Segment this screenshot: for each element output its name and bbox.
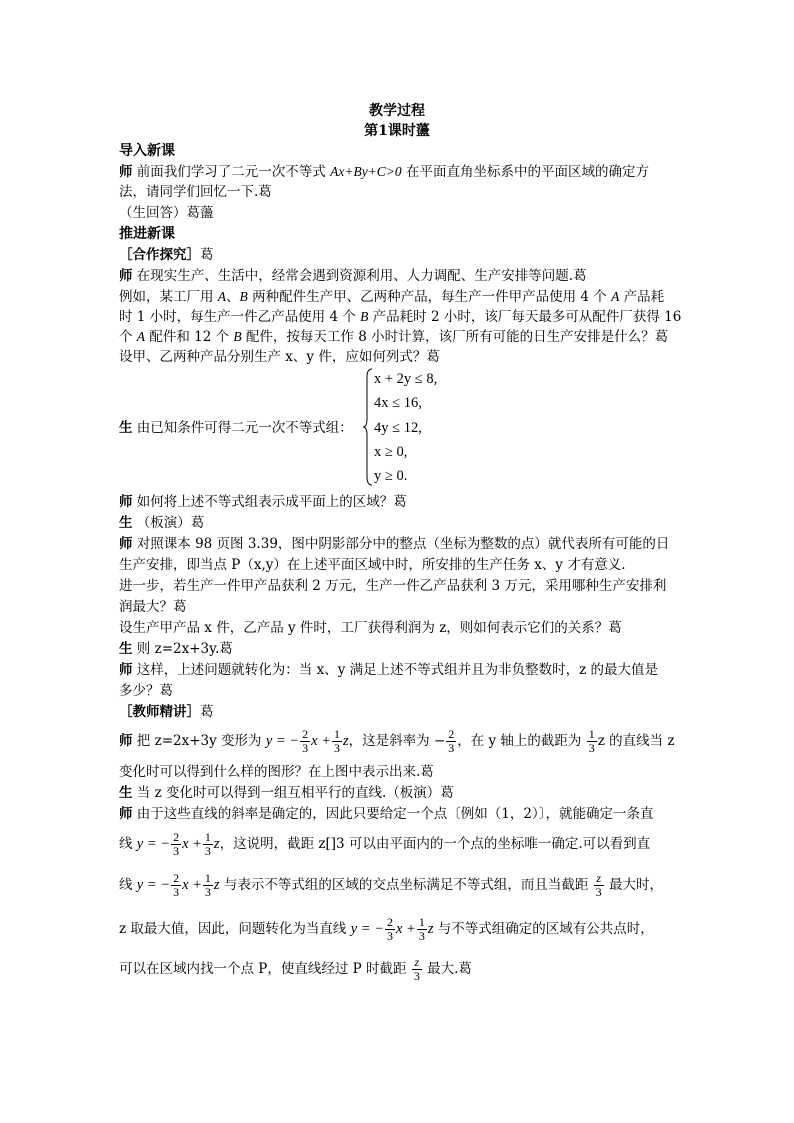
left-brace-icon [362, 367, 374, 487]
paragraph-line [119, 870, 663, 900]
denominator: 3 [204, 844, 211, 858]
speaker-teacher: 师 [119, 662, 133, 678]
numerator: 1 [204, 830, 211, 844]
fraction [385, 916, 395, 943]
text: 葛 [200, 704, 214, 720]
denominator: 3 [448, 741, 455, 755]
inequality-5: y ≥ 0. [374, 468, 408, 484]
numerator: 2 [448, 727, 455, 741]
equation-part: x + [395, 921, 416, 937]
paragraph-line: 法，请同学们回忆一下.葛 [119, 184, 272, 200]
paragraph-line [119, 245, 214, 265]
equation-part: y = − [265, 733, 300, 749]
paragraph-line [119, 726, 675, 756]
paragraph-line: 润最大？葛 [119, 599, 187, 615]
text: 线 [119, 877, 137, 893]
paragraph-line: 进一步，若生产一件甲产品获利 2 万元，生产一件乙产品获利 3 万元，采用哪种生产安排利 [119, 578, 667, 594]
text: 配件和 12 个 [145, 329, 234, 345]
paragraph-line [119, 829, 650, 859]
text: 葛 [200, 247, 214, 263]
text: 个 [119, 329, 137, 345]
denominator: 3 [173, 844, 180, 858]
text: 则 z=2x+3y.葛 [132, 641, 233, 657]
fraction [417, 916, 427, 943]
numerator: 2 [302, 727, 309, 741]
numerator: z [412, 956, 422, 970]
denominator: 3 [333, 741, 340, 755]
text: （板演）葛 [132, 515, 205, 531]
var: A [217, 289, 227, 304]
inequality-1: x + 2y ≤ 8, [374, 371, 438, 387]
speaker-teacher: 师 [119, 536, 133, 552]
paragraph-line: （生回答）葛蘯 [119, 205, 214, 221]
text: 最大.葛 [422, 961, 472, 977]
equation-part: x + [182, 877, 202, 893]
paragraph-line [119, 307, 681, 327]
denominator: 3 [595, 885, 602, 899]
text: ，这是斜率为 − [348, 733, 446, 749]
fraction [171, 872, 181, 899]
text: 产品耗 [619, 289, 665, 305]
numerator: 2 [386, 915, 393, 929]
paragraph-line: 设甲、乙两种产品分别生产 x、y 件，应如何列式？葛 [119, 349, 440, 365]
var: A [136, 329, 146, 344]
denominator: 3 [418, 929, 425, 943]
text: 把 z=2x+3y 变形为 [132, 733, 266, 749]
text: 对照课本 98 页图 3.39，图中阴影部分中的整点（坐标为整数的点）就代表所有可能的日 [132, 536, 670, 552]
text: z 取最大值，因此，问题转化为当直线 [119, 921, 351, 937]
bracket-heading-coop: ［合作探究］ [119, 247, 200, 263]
paragraph-line: 生产安排，即当点 P（x,y）在上述平面区域中时，所安排的生产任务 x、y 才有意义. [119, 557, 626, 573]
equation-part: y = − [136, 836, 171, 852]
page-subtitle: 第1课时蘯 [364, 123, 430, 139]
speaker-teacher: 师 [119, 268, 133, 284]
text: 由已知条件可得二元一次不等式组： [132, 420, 353, 436]
paragraph-line [119, 287, 664, 307]
paragraph-line [119, 162, 649, 182]
text: 线 [119, 836, 137, 852]
numerator: z [594, 872, 604, 886]
fraction [203, 831, 213, 858]
speaker-student: 生 [119, 785, 133, 801]
paragraph-line [119, 534, 669, 554]
equation-part: z [342, 733, 349, 749]
denominator: 3 [173, 885, 180, 899]
text: ，在 y 轴上的截距为 [457, 733, 586, 749]
paragraph-line [119, 639, 233, 659]
speaker-teacher: 师 [119, 733, 133, 749]
var: B [360, 309, 369, 324]
paragraph-line [119, 266, 587, 286]
text: 当 z 变化时可以得到一组互相平行的直线.（板演）葛 [132, 785, 454, 801]
inequality-4: x ≥ 0, [374, 444, 408, 460]
section-heading-new: 推进新课 [119, 226, 175, 242]
text: 配件，按每天工作 8 小时计算，该厂所有可能的日生产安排是什么？葛 [241, 329, 669, 345]
paragraph-line: 设生产甲产品 x 件，乙产品 y 件时，工厂获得利润为 z，则如何表示它们的关系？葛 [119, 620, 622, 636]
paragraph-line [119, 418, 353, 438]
text: ，这说明，截距 z[]3 可以由平面内的一个点的坐标唯一确定.可以看到直 [219, 836, 651, 852]
denominator: 3 [588, 741, 595, 755]
paragraph-line [119, 783, 454, 803]
inequality-expression: Ax+By+C>0 [330, 164, 402, 179]
var: B [233, 329, 242, 344]
text: 与表示不等式组的区域的交点坐标满足不等式组，而且当截距 [219, 877, 593, 893]
denominator: 3 [204, 885, 211, 899]
inequality-2: 4x ≤ 16, [374, 395, 422, 411]
paragraph-line: 多少？葛 [119, 683, 173, 699]
fraction [587, 728, 597, 755]
numerator: 2 [173, 871, 180, 885]
equation-part: z [427, 921, 434, 937]
text: 前面我们学习了二元一次不等式 [132, 164, 331, 180]
text: 最大时， [604, 877, 663, 893]
paragraph-line [119, 660, 658, 680]
var: B [239, 289, 248, 304]
page-title: 教学过程 [369, 103, 425, 119]
paragraph-line [119, 327, 668, 347]
numerator: 1 [418, 915, 425, 929]
speaker-teacher: 师 [119, 164, 133, 180]
speaker-teacher: 师 [119, 806, 133, 822]
paragraph-line [119, 492, 407, 512]
paragraph-line [119, 804, 653, 824]
fraction [300, 728, 310, 755]
speaker-student: 生 [119, 641, 133, 657]
numerator: 2 [173, 830, 180, 844]
text: 例如，某工厂用 [119, 289, 218, 305]
text: 这样，上述问题就转化为：当 x、y 满足上述不等式组并且为非负整数时，z 的最大值是 [132, 662, 659, 678]
paragraph-line [119, 914, 654, 944]
speaker-student: 生 [119, 515, 133, 531]
fraction [446, 728, 456, 755]
text: 两种配件生产甲、乙两种产品，每生产一件甲产品使用 4 个 [247, 289, 612, 305]
var: A [611, 289, 620, 304]
denominator: 3 [413, 969, 420, 983]
inequality-system [362, 367, 512, 487]
speaker-student: 生 [119, 420, 133, 436]
equation-part: y = − [350, 921, 384, 937]
text: z 的直线当 z [597, 733, 675, 749]
denominator: 3 [302, 741, 309, 755]
text: 如何将上述不等式组表示成平面上的区域？葛 [132, 494, 407, 510]
paragraph-line [119, 513, 204, 533]
paragraph-line [119, 954, 472, 984]
fraction [412, 956, 422, 983]
speaker-teacher: 师 [119, 494, 133, 510]
equation-part: z [213, 836, 220, 852]
text: 可以在区域内找一个点 P，使直线经过 P 时截距 [119, 961, 411, 977]
text: 、 [226, 289, 240, 305]
text: 产品耗时 2 小时，该厂每天最多可从配件厂获得 16 [368, 309, 682, 325]
denominator: 3 [386, 929, 393, 943]
text: 在平面直角坐标系中的平面区域的确定方 [401, 164, 649, 180]
equation-part: x + [311, 733, 331, 749]
bracket-heading-lecture: ［教师精讲］ [119, 704, 200, 720]
paragraph-line: 变化时可以得到什么样的图形？在上图中表示出来.葛 [119, 764, 434, 780]
text: 时 1 小时，每生产一件乙产品使用 4 个 [119, 309, 361, 325]
text: 由于这些直线的斜率是确定的，因此只要给定一个点〔例如（1，2）〕，就能确定一条直 [132, 806, 654, 822]
numerator: 1 [204, 871, 211, 885]
paragraph-line [119, 702, 214, 722]
text: 与不等式组确定的区域有公共点时， [433, 921, 654, 937]
equation-part: x + [182, 836, 202, 852]
numerator: 1 [588, 727, 595, 741]
numerator: 1 [333, 727, 340, 741]
text: 在现实生产、生活中，经常会遇到资源利用、人力调配、生产安排等问题.葛 [132, 268, 587, 284]
fraction [332, 728, 342, 755]
equation-part: z [213, 877, 220, 893]
fraction [171, 831, 181, 858]
fraction [594, 872, 604, 899]
equation-part: y = − [136, 877, 171, 893]
inequality-3: 4y ≤ 12, [374, 420, 422, 436]
section-heading-intro: 导入新课 [119, 143, 175, 159]
fraction [203, 872, 213, 899]
